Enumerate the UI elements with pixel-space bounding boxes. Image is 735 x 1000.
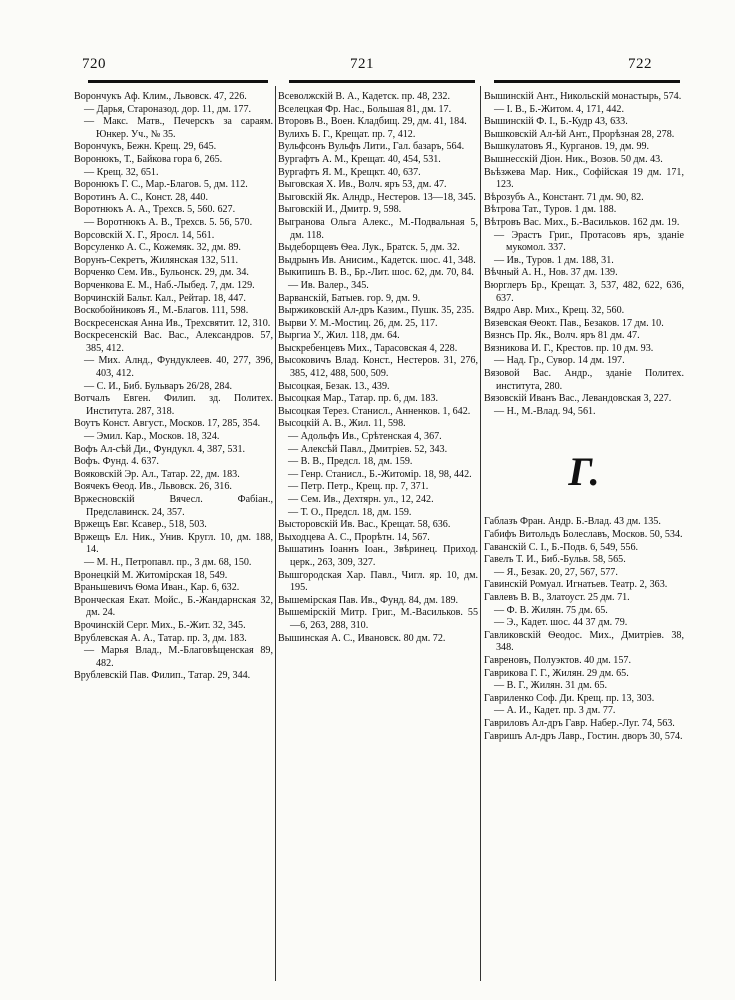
directory-entry: Вязовой Вас. Андр., зданіе Политех. института, 280. bbox=[484, 368, 684, 392]
directory-entry: Воскресенскій Вас. Вас., Александров. 57, 385, 412. bbox=[74, 330, 273, 354]
directory-entry: — Генр. Станисл., Б.-Житомір. 18, 98, 442. bbox=[288, 468, 472, 480]
directory-entry: Высторовскій Ив. Вас., Крещат. 58, 636. bbox=[278, 519, 451, 531]
directory-entry: Вышинскій Ант., Никольскій монастырь, 574. bbox=[484, 91, 682, 102]
directory-entry: Вырви У. М.-Мостиц. 26, дм. 25, 117. bbox=[278, 317, 438, 329]
directory-entry: Вѣчный А. Н., Нов. 37 дм. 139. bbox=[484, 267, 618, 279]
directory-entry: Вышкулатовъ Я., Курганов. 19, дм. 99. bbox=[484, 141, 650, 153]
directory-entry: Вофъ Ал-сѣй Ди., Фундукл. 4, 387, 531. bbox=[74, 443, 246, 455]
directory-entry: Вышковскій Ал-ѣй Ант., Прорѣзная 28, 278. bbox=[484, 128, 675, 140]
directory-entry: Вязевская Ѳеокт. Пав., Безаков. 17 дм. 10. bbox=[484, 317, 664, 329]
directory-entry: Воротнюкъ А. А., Трехсв. 5, 560. 627. bbox=[74, 204, 236, 216]
directory-entry: — Мих. Алнд., Фундуклеев. 40, 277, 396, 403, 412. bbox=[84, 355, 273, 380]
directory-entry: Вышинская А. С., Ивановск. 80 дм. 72. bbox=[278, 632, 446, 644]
column-divider bbox=[480, 86, 481, 981]
header-rule-right bbox=[494, 80, 680, 83]
directory-entry: Варванскій, Батыев. гор. 9, дм. 9. bbox=[278, 292, 421, 304]
directory-entry: Габлазъ Фран. Андр. Б.-Влад. 43 дм. 135. bbox=[484, 516, 661, 528]
directory-entry: Вышемірскій Митр. Григ., М.-Васильков. 55—6, 263, 288, 310. bbox=[278, 607, 478, 631]
header-rule-middle bbox=[289, 80, 475, 83]
directory-entry: Выржиковскій Ал-дръ Казим., Пушк. 35, 235. bbox=[278, 305, 475, 317]
directory-entry: Гавлевъ В. В., Златоуст. 25 дм. 71. bbox=[484, 592, 630, 603]
directory-entry: — С. И., Биб. Бульваръ 26/28, 284. bbox=[84, 380, 233, 392]
directory-entry: Воячекъ Ѳеод. Ив., Львовск. 26, 316. bbox=[74, 481, 232, 493]
header-rule-left bbox=[88, 80, 268, 83]
column-3-entries-bottom bbox=[484, 516, 684, 743]
directory-entry: Гавришъ Ал-дръ Лавр., Гостин. дворъ 30, 574. bbox=[484, 730, 683, 742]
directory-entry: — В. В., Предсл. 18, дм. 159. bbox=[288, 456, 413, 468]
directory-entry: Второвъ В., Воен. Кладбищ. 29, дм. 41, 184. bbox=[278, 116, 467, 128]
section-letter: Г. bbox=[568, 449, 600, 495]
directory-entry: Выдрынъ Ив. Анисим., Кадетск. шос. 41, 348. bbox=[278, 254, 476, 266]
directory-entry: Ворунъ-Секретъ, Жилянская 132, 511. bbox=[74, 254, 239, 266]
directory-entry: — М. Н., Петропавл. пр., 3 дм. 68, 150. bbox=[84, 556, 252, 568]
directory-entry: — Эмил. Кар., Москов. 18, 324. bbox=[84, 431, 220, 443]
directory-entry: Вселецкая Фр. Нас., Большая 81, дм. 17. bbox=[278, 103, 452, 115]
directory-entry: — Ф. В. Жилян. 75 дм. 65. bbox=[494, 604, 608, 616]
directory-entry: Вышинскій Ф. І., Б.-Кудр 43, 633. bbox=[484, 116, 628, 128]
directory-entry: Вѣтровъ Вас. Мих., Б.-Васильков. 162 дм. 19. bbox=[484, 216, 680, 228]
directory-entry: Врублевская А. А., Татар. пр. 3, дм. 183. bbox=[74, 632, 247, 644]
directory-entry: Вржещъ Ел. Ник., Унив. Кругл. 10, дм. 188, 14. bbox=[74, 531, 273, 556]
directory-entry: Ворсовскій Х. Г., Яросл. 14, 561. bbox=[74, 229, 215, 241]
directory-entry: Вургафтъ А. М., Крещат. 40, 454, 531. bbox=[278, 153, 441, 165]
directory-entry: Ворсуленко А. С., Кожемяк. 32, дм. 89. bbox=[74, 242, 241, 254]
directory-entry: Вязнсъ Пр. Як., Волч. яръ 81 дм. 47. bbox=[484, 330, 640, 342]
directory-entry: Вязовскій Иванъ Вас., Левандовская 3, 227. bbox=[484, 393, 672, 405]
directory-entry: Вульфсонъ Вульфъ Лити., Гал. базаръ, 564. bbox=[278, 141, 465, 153]
directory-entry: Вѣтрова Тат., Туров. 1 дм. 188. bbox=[484, 204, 617, 216]
directory-entry: — Я., Безак. 20, 27, 567, 577. bbox=[494, 566, 618, 578]
directory-entry: — І. В., Б.-Житом. 4, 171, 442. bbox=[494, 103, 624, 115]
directory-entry: Вржещъ Евг. Ксавер., 518, 503. bbox=[74, 519, 207, 531]
directory-entry: Гавелъ Т. И., Биб.-Бульв. 58, 565. bbox=[484, 554, 626, 566]
directory-entry: Воротинъ А. С., Конст. 28, 440. bbox=[74, 191, 208, 203]
directory-entry: Вышемірская Пав. Ив., Фунд. 84, дм. 189. bbox=[278, 594, 459, 606]
page-number-left: 720 bbox=[82, 56, 106, 72]
directory-entry: Гаванскій С. І., Б.-Подв. 6, 549, 556. bbox=[484, 541, 639, 553]
directory-entry: — Макс. Матв., Печерскъ за сараям. Юнкер. Уч., № 35. bbox=[84, 116, 273, 140]
directory-entry: Вояковскій Эр. Ал., Татар. 22, дм. 183. bbox=[74, 468, 240, 480]
directory-entry: Ворончукъ Аф. Клим., Львовск. 47, 226. bbox=[74, 91, 247, 102]
directory-entry: Ворчинскій Бальт. Кал., Рейтар. 18, 447. bbox=[74, 292, 246, 304]
directory-entry: Гавреновъ, Полуэктов. 40 дм. 157. bbox=[484, 654, 631, 666]
directory-entry: Выговскій И., Дмитр. 9, 598. bbox=[278, 204, 402, 216]
column-3 bbox=[484, 91, 684, 743]
directory-entry: Вышатинъ Іоаннъ Іоан., Звѣринец. Приход. церк., 263, 309, 327. bbox=[278, 544, 478, 568]
directory-entry: Гавриловъ Ал-дръ Гавр. Набер.-Луг. 74, 563. bbox=[484, 717, 675, 729]
directory-entry: — Адольфъ Ив., Срѣтенская 4, 367. bbox=[288, 431, 442, 443]
column-1 bbox=[74, 91, 273, 683]
directory-entry: — Т. О., Предсл. 18, дм. 159. bbox=[288, 506, 412, 518]
directory-entry: Выговскій Як. Алндр., Нестеров. 13—18, 345. bbox=[278, 191, 476, 203]
page-number-right: 722 bbox=[628, 56, 652, 72]
directory-entry: Воутъ Конст. Август., Москов. 17, 285, 354. bbox=[74, 418, 261, 430]
page-number-middle: 721 bbox=[350, 56, 374, 72]
directory-entry: Выговская Х. Ив., Волч. яръ 53, дм. 47. bbox=[278, 179, 447, 191]
directory-entry: Гавриленко Соф. Ди. Крещ. пр. 13, 303. bbox=[484, 692, 655, 704]
directory-entry: Гавликовскій Ѳеодос. Мих., Дмитріев. 38, 348. bbox=[484, 629, 684, 654]
directory-entry: Ворченкова Е. М., Наб.-Лыбед. 7, дм. 129. bbox=[74, 279, 255, 291]
directory-entry: — Петр. Петр., Крещ. пр. 7, 371. bbox=[288, 481, 429, 493]
directory-entry: Вѣрозубъ А., Констант. 71 дм. 90, 82. bbox=[484, 191, 644, 203]
directory-entry: Высоцкій А. В., Жил. 11, 598. bbox=[278, 418, 406, 430]
directory-entry: Вулихъ Б. Г., Крещат. пр. 7, 412. bbox=[278, 128, 416, 140]
directory-entry: Выкипишъ В. В., Бр.-Лит. шос. 62, дм. 70, 84. bbox=[278, 267, 474, 279]
directory-entry: Вофъ. Фунд. 4. 637. bbox=[74, 456, 159, 468]
directory-entry: — Дарья, Староназод. дор. 11, дм. 177. bbox=[84, 103, 252, 115]
directory-entry: Воскресенская Анна Ив., Трехсвятит. 12, 310. bbox=[74, 317, 271, 329]
directory-entry: Врублевскій Пав. Филип., Татар. 29, 344. bbox=[74, 670, 251, 682]
directory-entry: — Сем. Ив., Дехтярн. ул., 12, 242. bbox=[288, 494, 434, 505]
directory-entry: Всеволжскій В. А., Кадетск. пр. 48, 232. bbox=[278, 91, 450, 102]
directory-entry: Гаврикова Г. Г., Жилян. 29 дм. 65. bbox=[484, 667, 629, 679]
directory-entry: Вургафтъ Я. М., Крещкт. 40, 637. bbox=[278, 166, 421, 178]
directory-entry: Выходцева А. С., Прорѣтн. 14, 567. bbox=[278, 531, 430, 543]
directory-entry: — Алексѣй Павл., Дмитріев. 52, 343. bbox=[288, 443, 448, 455]
directory-entry: Высоцкая Мар., Татар. пр. 6, дм. 183. bbox=[278, 393, 438, 405]
directory-entry: — А. И., Кадет. пр. 3 дм. 77. bbox=[494, 705, 616, 717]
directory-entry: — Ив., Туров. 1 дм. 188, 31. bbox=[494, 254, 614, 266]
directory-entry: Высоковичъ Влад. Конст., Нестеров. 31, 276, 385, 412, 488, 500, 509. bbox=[278, 355, 478, 380]
directory-entry: Габифъ Витольдъ Болеславъ, Москов. 50, 534. bbox=[484, 529, 683, 541]
column-divider bbox=[275, 86, 276, 981]
directory-entry: — Н., М.-Влад. 94, 561. bbox=[494, 405, 596, 417]
directory-entry: — Над. Гр., Сувор. 14 дм. 197. bbox=[494, 355, 625, 367]
directory-entry: Вронческая Екат. Мойс., Б.-Жандарнская 32, дм. 24. bbox=[74, 594, 273, 619]
directory-entry: — Крещ. 32, 651. bbox=[84, 166, 159, 178]
directory-entry: Враньшевичъ Ѳома Иван., Кар. 6, 632. bbox=[74, 582, 240, 594]
directory-entry: — Воротнюкъ А. В., Трехсв. 5. 56, 570. bbox=[84, 216, 253, 228]
directory-entry: Вотчалъ Евген. Филип. зд. Политех. Института. 287, 318. bbox=[74, 393, 273, 417]
directory-entry: — Э., Кадет. шос. 44 37 дм. 79. bbox=[494, 617, 628, 629]
directory-entry: Высоцкая, Безак. 13., 439. bbox=[278, 380, 390, 392]
directory-entry: — Ив. Валер., 345. bbox=[288, 279, 369, 291]
directory-entry: Врочинскій Серг. Мих., Б.-Жит. 32, 345. bbox=[74, 619, 246, 631]
directory-entry: Вышнесскій Діон. Ник., Возов. 50 дм. 43. bbox=[484, 153, 663, 165]
column-3-entries-top bbox=[484, 91, 684, 418]
column-2 bbox=[278, 91, 478, 645]
directory-entry: Вязникова И. Г., Крестов. пр. 10 дм. 93. bbox=[484, 342, 654, 354]
directory-entry: Вржесновскій Вячесл. Фабіан., Предславинск. 24, 357. bbox=[74, 494, 273, 518]
directory-entry: Вядро Авр. Мих., Крещ. 32, 560. bbox=[484, 305, 625, 317]
directory-entry: Выдеборщевъ Ѳеа. Лук., Братск. 5, дм. 32. bbox=[278, 242, 460, 254]
directory-entry: Выскребенцевъ Мих., Тарасовская 4, 228. bbox=[278, 342, 458, 354]
directory-entry: — В. Г., Жилян. 31 дм. 65. bbox=[494, 680, 608, 692]
directory-entry: Воронюкъ, Т., Байкова гора 6, 265. bbox=[74, 153, 223, 165]
directory-entry: Гавинскій Ромуал. Игнатьев. Театр. 2, 363. bbox=[484, 579, 668, 591]
directory-entry: Вышгородская Хар. Павл., Чигл. яр. 10, дм. 195. bbox=[278, 569, 478, 594]
directory-entry: Воскобойниковъ Я., М.-Благов. 111, 598. bbox=[74, 305, 249, 317]
directory-entry: Выргиа У., Жил. 118, дм. 64. bbox=[278, 330, 400, 342]
directory-entry: Ворончукъ, Бежн. Крещ. 29, 645. bbox=[74, 141, 217, 153]
directory-entry: Вронецкій М. Житомірская 18, 549. bbox=[74, 569, 228, 581]
directory-entry: Высоцкая Терез. Станисл., Анненков. 1, 642. bbox=[278, 405, 471, 417]
directory-entry: Выгранова Ольга Алекс., М.-Подвальная 5, дм. 118. bbox=[278, 216, 478, 241]
directory-entry: Воронюкъ Г. С., Мар.-Благов. 5, дм. 112. bbox=[74, 179, 248, 191]
directory-entry: Ворченко Сем. Ив., Бульонск. 29, дм. 34. bbox=[74, 267, 249, 279]
directory-entry: — Эрастъ Григ., Протасовъ яръ, зданіе мукомол. 337. bbox=[494, 229, 684, 254]
directory-entry: Вьѣзжева Мар. Ник., Софійская 19 дм. 171, 123. bbox=[484, 166, 684, 191]
directory-entry: — Марья Влад., М.-Благовѣщенская 89, 482. bbox=[84, 645, 273, 669]
directory-entry: Вюрглеръ Бр., Крещат. 3, 537, 482, 622, 636, 637. bbox=[484, 279, 684, 304]
